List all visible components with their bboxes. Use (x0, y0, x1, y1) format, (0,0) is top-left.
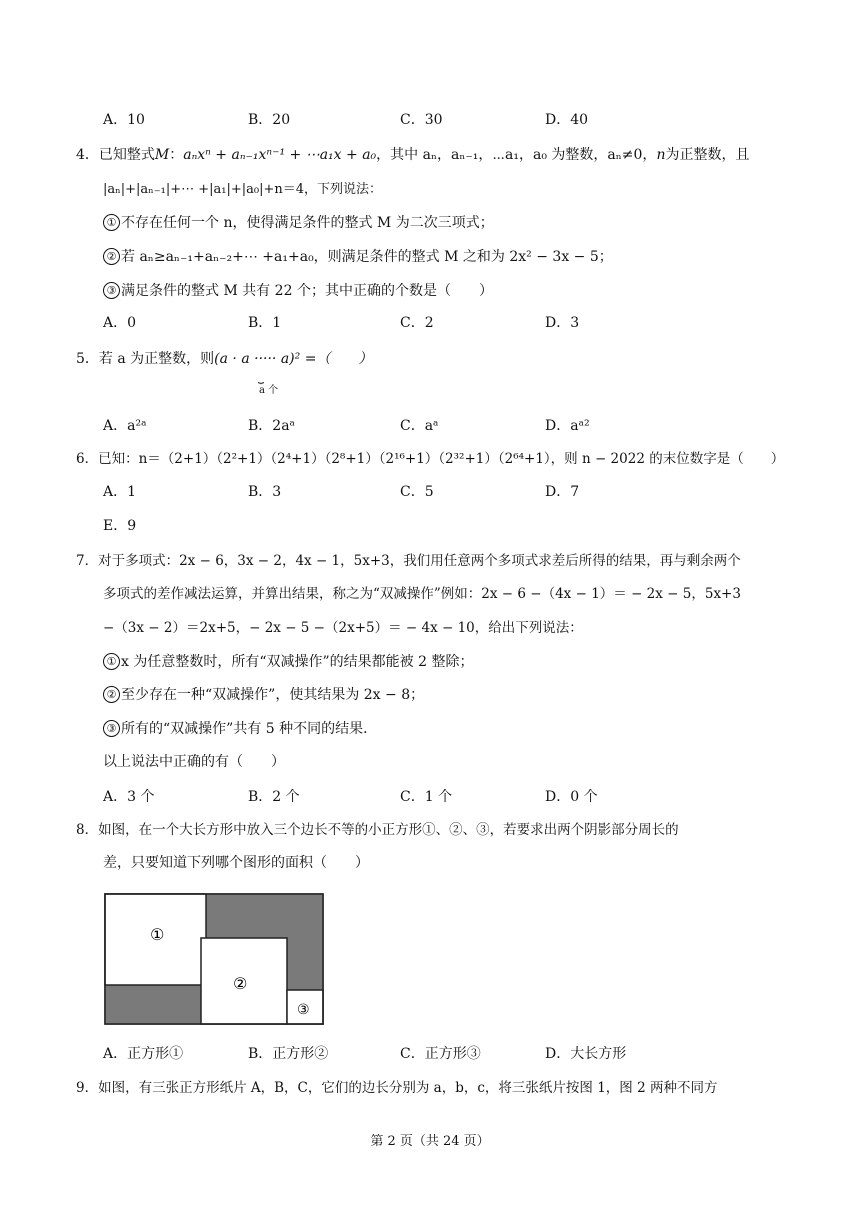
q7-option-b: B．2 个 (248, 789, 300, 805)
circle-number: ① (103, 214, 120, 231)
shaded-region-bottom-left (105, 985, 201, 1024)
q7-statement-1-text: x 为任意整数时，所有“双减操作”的结果都能被 2 整除； (121, 654, 474, 670)
circle-number: ③ (103, 720, 120, 737)
q4-stem (76, 145, 749, 165)
q4-statement-2-text: 若 aₙ≥aₙ₋₁+aₙ₋₂+⋯ +a₁+a₀，则满足条件的整式 M 之和为 2x² − 3x − 5； (121, 249, 613, 265)
q7-number: 7． (76, 553, 99, 569)
q7-statement-2 (103, 685, 424, 705)
q8-stem-1 (76, 820, 679, 840)
q7-statement-3 (103, 719, 377, 739)
q9-text: 如图，有三张正方形纸片 A，B，C，它们的边长分别为 a，b，c，将三张纸片按图 1，图 2 两种不同方 (98, 1080, 718, 1096)
q4-option-c: C．2 (400, 315, 434, 331)
q7-line-1: 对于多项式：2x − 6，3x − 2，4x − 1，5x+3，我们用任意两个多项式求差后所得的结果，再与剩余两个 (98, 553, 741, 569)
q9-stem (76, 1078, 717, 1098)
q4-line-2: |aₙ|+|aₙ₋₁|+⋯ +|a₁|+|a₀|+n＝4，下列说法： (103, 182, 383, 197)
q7-statement-2-text: 至少存在一种“双减操作”，使其结果为 2x − 8； (121, 687, 425, 703)
page-footer: 第 2 页（共 24 页） (370, 1134, 490, 1149)
q5-stem (76, 349, 372, 369)
q4-statement-2 (103, 247, 613, 267)
q7-line-2: 多项式的差作减法运算，并算出结果，称之为“双减操作”例如：2x − 6 −（4x − 1）＝ − 2x − 5，5x+3 (103, 586, 741, 602)
q6-number: 6． (76, 451, 99, 467)
q5-underbrace: ⏟ (258, 373, 264, 384)
square-1-label: ① (150, 925, 165, 944)
q7-stem-1 (76, 551, 741, 571)
q8-line-2: 差，只要知道下列哪个图形的面积（ ） (103, 855, 369, 871)
q8-option-a: A．正方形① (103, 1046, 184, 1062)
q8-option-d: D．大长方形 (545, 1046, 627, 1062)
q4-intro: 已知整式 (98, 147, 155, 163)
q5-option-b: B．2aᵃ (248, 418, 295, 434)
q7-line-3: −（3x − 2）＝2x+5，− 2x − 5 −（2x+5）＝ − 4x − 10，给出下列说法： (103, 620, 583, 636)
circle-number: ② (103, 248, 120, 265)
q4-option-d: D．3 (545, 315, 580, 331)
q7-statement-3-text: 所有的“双减操作”共有 5 种不同的结果． (121, 721, 378, 737)
q7-statement-1 (103, 652, 473, 672)
q8-option-c: C．正方形③ (400, 1046, 481, 1062)
q6-option-b: B．3 (248, 484, 282, 500)
q4-option-a: A．0 (103, 315, 137, 331)
square-2-label: ② (233, 974, 248, 993)
q5-option-c: C．aᵃ (400, 418, 439, 434)
q6-stem (76, 449, 784, 469)
q4-statement-1 (103, 213, 494, 233)
q3-option-c: C．30 (400, 112, 443, 128)
q8-number: 8． (76, 822, 99, 838)
q4-polynomial: aₙxⁿ + aₙ₋₁xⁿ⁻¹ + ⋯a₁x + a₀ (183, 147, 377, 163)
q8-option-b: B．正方形② (248, 1046, 329, 1062)
q4-statement-3 (103, 281, 493, 301)
circle-number: ③ (103, 282, 120, 299)
q6-option-e: E．9 (103, 518, 137, 534)
square-3-label: ③ (297, 1002, 310, 1018)
q7-prompt: 以上说法中正确的有（ ） (103, 754, 285, 770)
circle-number: ② (103, 686, 120, 703)
q5-text: 若 a 为正整数，则 (98, 351, 215, 367)
q4-colon: ： (169, 147, 184, 163)
q6-text: 已知：n＝（2+1）（2²+1）（2⁴+1）（2⁸+1）（2¹⁶+1）（2³²+1）（2⁶⁴+1），则 n − 2022 的末位数字是（ ） (98, 451, 785, 467)
q4-condition-1: ，其中 aₙ，aₙ₋₁，⋯a₁，a₀ 为整数，aₙ≠0， (376, 147, 657, 163)
q7-option-d: D．0 个 (545, 789, 598, 805)
q5-brace-label: a 个 (259, 385, 279, 396)
q4-option-b: B．1 (248, 315, 282, 331)
q4-var-n: n (656, 147, 666, 163)
q4-statement-1-text: 不存在任何一个 n，使得满足条件的整式 M 为二次三项式； (121, 215, 494, 231)
q5-option-d: D．aᵃ² (545, 418, 590, 434)
q6-option-c: C．5 (400, 484, 434, 500)
q4-condition-2: 为正整数，且 (665, 147, 750, 163)
q7-option-a: A．3 个 (103, 789, 155, 805)
q9-number: 9． (76, 1080, 99, 1096)
q7-option-c: C．1 个 (400, 789, 453, 805)
q4-var-m: M (154, 147, 170, 163)
q4-number: 4． (76, 147, 99, 163)
q3-option-b: B．20 (248, 112, 291, 128)
q5-expression: (a · a ····· a)² =（ ） (214, 351, 373, 367)
q5-option-a: A．a²ᵃ (103, 418, 147, 434)
q3-option-d: D．40 (545, 112, 589, 128)
q5-number: 5． (76, 351, 99, 367)
q6-option-a: A．1 (103, 484, 137, 500)
squares-figure (104, 893, 324, 1025)
q6-option-d: D．7 (545, 484, 580, 500)
q8-line-1: 如图，在一个大长方形中放入三个边长不等的小正方形①、②、③，若要求出两个阴影部分周长的 (98, 822, 679, 838)
circle-number: ① (103, 653, 120, 670)
q3-option-a: A．10 (103, 112, 145, 128)
q4-statement-3-text: 满足条件的整式 M 共有 22 个；其中正确的个数是（ ） (121, 283, 493, 299)
